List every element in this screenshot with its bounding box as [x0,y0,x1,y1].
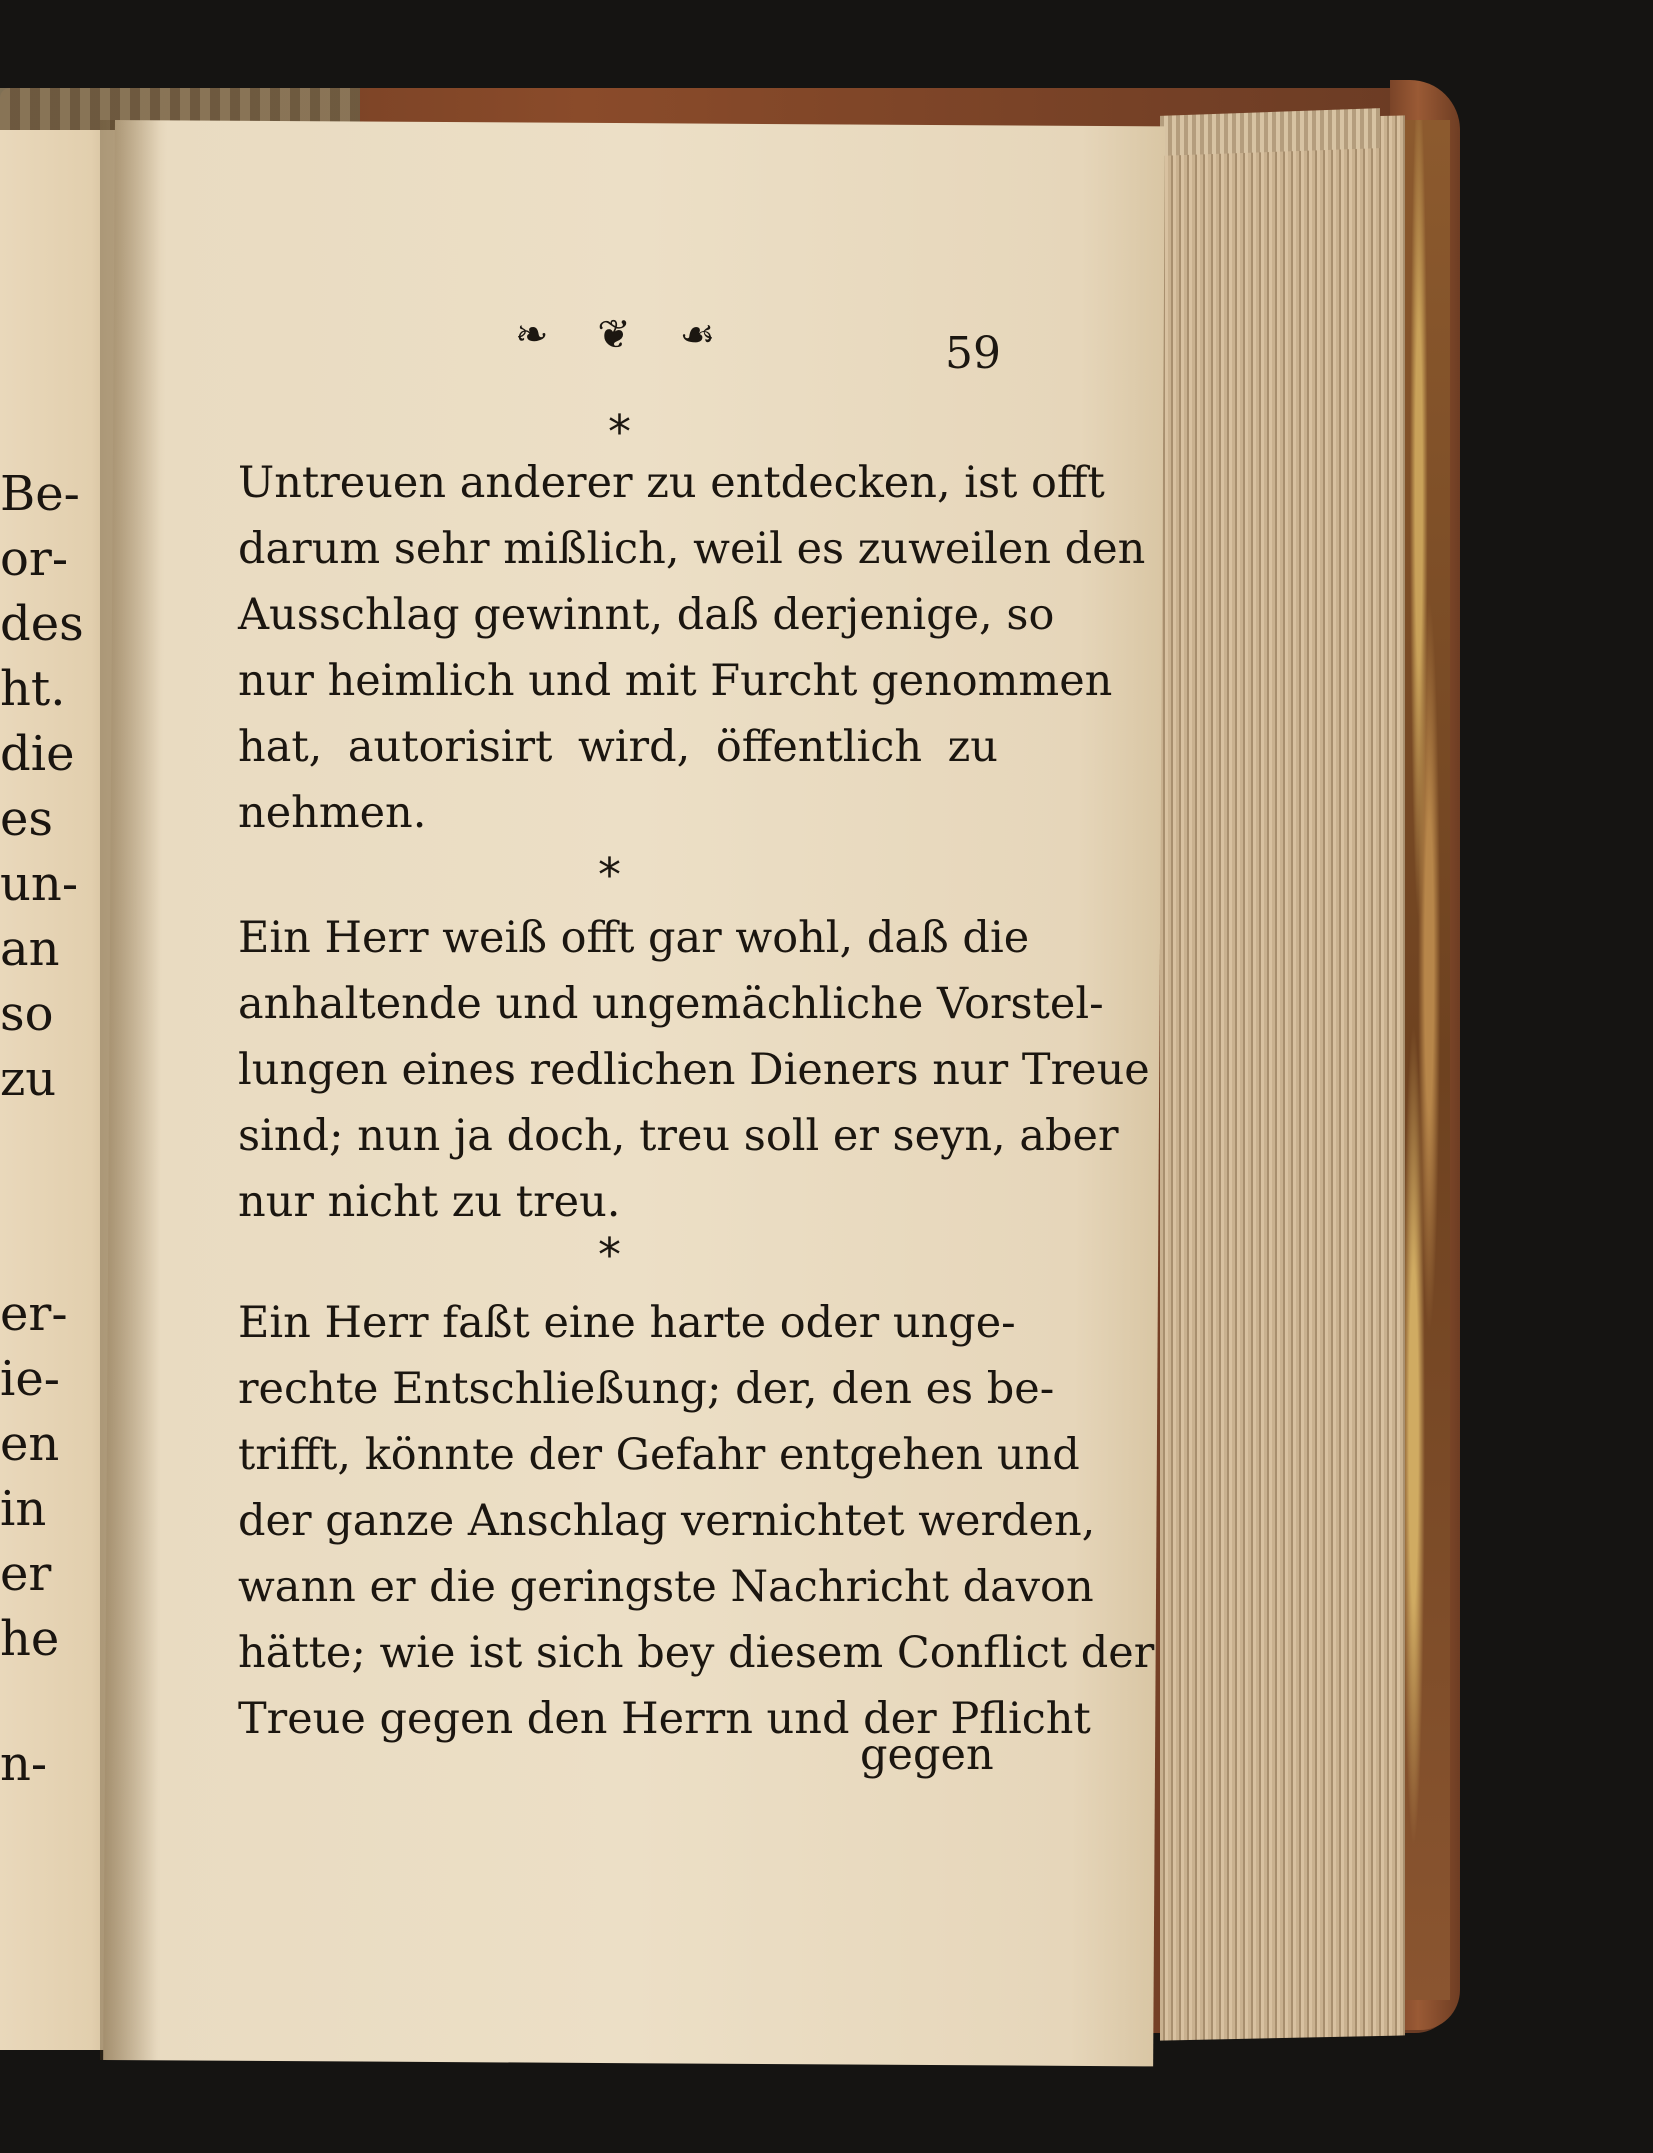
text-line: Ein Herr weiß offt gar wohl, daß die [238,913,1030,963]
text-line: Ausschlag gewinnt, daß derjenige, so [238,590,1055,640]
text-line: nehmen. [238,788,427,838]
text-line: rechte Entschließung; der, den es be- [238,1364,1055,1414]
page-top-edges [1160,108,1380,156]
left-fragment: en [0,1416,60,1472]
left-fragment: ht. [0,661,66,717]
text-line: sind; nun ja doch, treu soll er seyn, aber [238,1111,1119,1161]
paragraph [238,450,1146,846]
left-fragment: or- [0,531,69,587]
text-line: Untreuen anderer zu entdecken, ist offt [238,458,1105,508]
left-fragment: un- [0,856,79,912]
left-fragment: in [0,1481,47,1537]
marbled-cover-edge [1398,120,1450,2000]
left-fragment: Be- [0,466,80,522]
paragraph [238,905,1150,1235]
text-line: der ganze Anschlag vernichtet werden, [238,1496,1096,1546]
text-line: nur nicht zu treu. [238,1177,621,1227]
text-line: wann er die geringste Nachricht davon [238,1562,1094,1612]
left-fragment: so [0,986,54,1042]
text-line: nur heimlich und mit Furcht genommen [238,656,1113,706]
left-fragment: es [0,791,54,847]
text-line: Treue gegen den Herrn und der Pflicht [238,1694,1091,1744]
catchword: gegen [860,1730,994,1780]
left-fragment: die [0,726,75,782]
page-number: 59 [945,328,1001,379]
text-line: lungen eines redlichen Dieners nur Treue [238,1045,1150,1095]
left-fragment: n- [0,1736,48,1792]
header-ornament: ❧ ❦ ☙ [515,312,734,358]
page-fore-edges [1160,115,1405,2040]
text-line: hätte; wie ist sich bey diesem Conflict der [238,1628,1155,1678]
text-line: trifft, könnte der Gefahr entgehen und [238,1430,1080,1480]
text-line: Ein Herr faßt eine harte oder unge- [238,1298,1016,1348]
gutter-shadow [100,120,160,2060]
left-fragment: des [0,596,84,652]
left-fragment: zu [0,1051,57,1107]
left-fragment: er- [0,1286,68,1342]
paragraph [238,1290,1155,1752]
left-fragment: an [0,921,60,977]
section-separator: * [598,1228,621,1282]
section-separator: * [608,405,631,459]
left-fragment: ie- [0,1351,60,1407]
text-line: darum sehr mißlich, weil es zuweilen den [238,524,1146,574]
left-fragment: he [0,1611,60,1667]
left-fragment: er [0,1546,52,1602]
section-separator: * [598,848,621,902]
text-line: hat, autorisirt wird, öffentlich zu [238,722,998,772]
text-line: anhaltende und ungemächliche Vorstel- [238,979,1104,1029]
